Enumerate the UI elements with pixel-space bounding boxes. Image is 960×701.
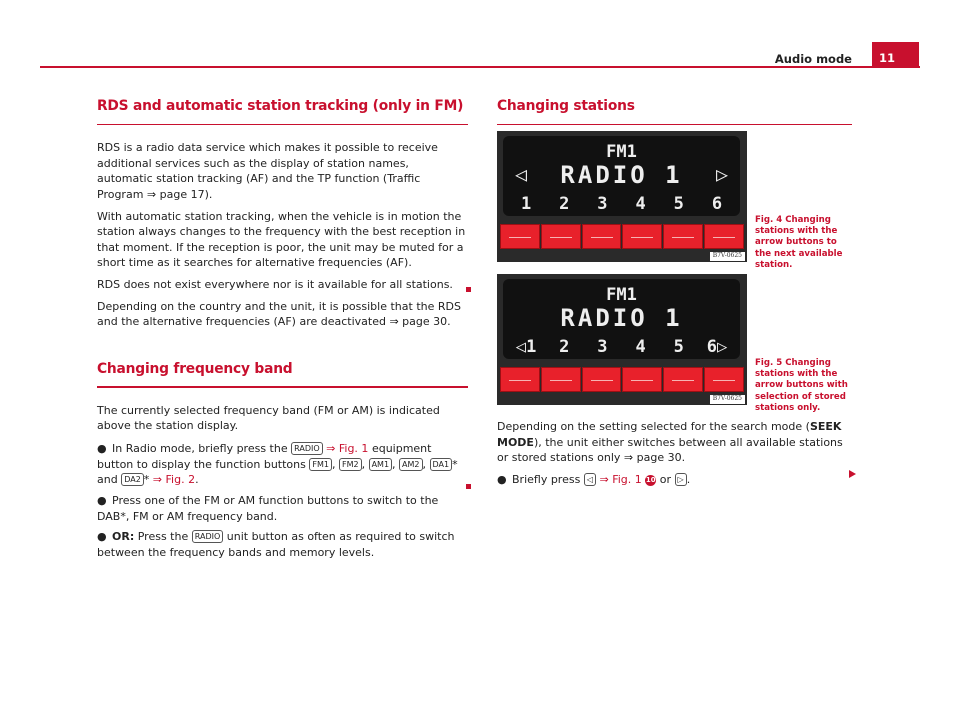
page-number: 11 xyxy=(872,42,919,68)
paragraph: RDS does not exist everywhere nor is it available for all stations. xyxy=(97,277,453,291)
preset-number: 2 xyxy=(559,337,570,357)
preset-number: 5 xyxy=(673,194,684,214)
preset-button[interactable] xyxy=(663,367,703,392)
preset-row xyxy=(507,335,736,359)
radio-key: RADIO xyxy=(291,442,323,455)
bullet-icon: ● xyxy=(97,530,107,544)
preset-button[interactable] xyxy=(582,367,622,392)
section-heading-changing-stations: Changing stations xyxy=(497,98,635,114)
preset-button-row xyxy=(500,224,744,249)
paragraph: RDS is a radio data service which makes it possible to receive additional services such as the display of station names, automatic station tracking (AF) and the TP function (Traffic Program ⇒ page 17). xyxy=(97,141,438,201)
section-end-marker xyxy=(466,287,471,292)
running-header: Audio mode xyxy=(774,52,852,66)
preset-number: 4 xyxy=(635,337,646,357)
figure-code: B7V-0625 xyxy=(710,395,745,404)
preset-button[interactable] xyxy=(704,224,744,249)
seek-left-key: ◁ xyxy=(584,473,596,486)
preset-number: 6 xyxy=(711,194,723,214)
figure-link[interactable]: ⇒ Fig. 2 xyxy=(152,473,196,487)
seek-left-icon: ◁ xyxy=(515,162,528,186)
heading-rule xyxy=(97,124,468,126)
paragraph: With automatic station tracking, when the vehicle is in motion the station always changes to the frequency with the best reception in that moment. If the reception is poor, the unit may be muted for a short time as it searches for alternative frequencies (AF). xyxy=(97,209,466,270)
seek-right-key: ▷ xyxy=(675,473,687,486)
paragraph: The currently selected frequency band (FM or AM) is indicated above the station display. xyxy=(97,403,440,433)
bullet-item: ● OR: Press the RADIO unit button as often as required to switch between the frequency bands and memory levels. xyxy=(97,530,455,559)
da2-key: DA2 xyxy=(121,473,144,486)
fm2-key: FM2 xyxy=(339,458,362,471)
header-rule xyxy=(40,66,920,68)
preset-row xyxy=(507,192,736,216)
bullet-item: ● Press one of the FM or AM function buttons to switch to the DAB*, FM or AM frequency band. xyxy=(97,493,439,523)
da1-key: DA1 xyxy=(430,458,453,471)
preset-button[interactable] xyxy=(541,367,581,392)
section-heading-rds: RDS and automatic station tracking (only in FM) xyxy=(97,98,464,114)
bullet-item: ● In Radio mode, briefly press the RADIO ⇒ Fig. 1 equipment button to display the function buttons FM1 , FM2 , AM1 , AM2 , DA1 * and DA2 * ⇒ Fig. 2. xyxy=(97,442,458,487)
radio-display xyxy=(503,279,740,359)
section-end-marker xyxy=(466,484,471,489)
station-name: RADIO 1 xyxy=(560,161,683,189)
preset-number: ◁1 xyxy=(515,337,537,357)
right-column xyxy=(497,97,852,125)
am1-key: AM1 xyxy=(369,458,392,471)
left-column xyxy=(97,97,468,560)
figure-code: B7V-0625 xyxy=(710,252,745,261)
continue-arrow-icon xyxy=(849,470,856,478)
figure-5-radio-panel xyxy=(497,274,747,405)
radio-key: RADIO xyxy=(192,530,224,543)
preset-number: 6▷ xyxy=(706,337,728,357)
bullet-item: ● Briefly press ◁ ⇒ Fig. 1 10 or ▷ . xyxy=(497,472,691,486)
radio-display xyxy=(503,136,740,216)
figure-link[interactable]: ⇒ Fig. 1 xyxy=(599,472,642,486)
preset-number: 1 xyxy=(520,194,532,214)
heading-rule xyxy=(97,386,468,388)
station-name: RADIO 1 xyxy=(560,304,683,332)
preset-number: 5 xyxy=(673,337,684,357)
preset-button[interactable] xyxy=(500,367,540,392)
figure-4-caption: Fig. 4 Changing stations with the arrow buttons to the next available station. xyxy=(755,215,843,270)
paragraph: Depending on the country and the unit, it is possible that the RDS and the alternative frequencies (AF) are deactivated ⇒ page 30. xyxy=(97,299,461,329)
preset-button[interactable] xyxy=(663,224,703,249)
right-text xyxy=(497,419,852,487)
preset-button-row xyxy=(500,367,744,392)
figure-4-radio-panel xyxy=(497,131,747,262)
section-heading-frequency: Changing frequency band xyxy=(97,360,293,377)
preset-button[interactable] xyxy=(622,224,662,249)
preset-number: 3 xyxy=(597,194,608,214)
figure-link[interactable]: ⇒ Fig. 1 xyxy=(326,442,369,456)
fm1-key: FM1 xyxy=(309,458,332,471)
preset-button[interactable] xyxy=(500,224,540,249)
preset-number: 4 xyxy=(635,194,646,214)
seek-right-icon: ▷ xyxy=(715,162,728,186)
bullet-icon: ● xyxy=(97,493,107,507)
preset-button[interactable] xyxy=(622,367,662,392)
heading-rule xyxy=(497,124,852,126)
band-label: FM1 xyxy=(606,142,637,162)
callout-number: 10 xyxy=(645,475,656,484)
preset-button[interactable] xyxy=(541,224,581,249)
preset-number: 3 xyxy=(597,337,608,357)
preset-button[interactable] xyxy=(704,367,744,392)
bullet-icon: ● xyxy=(497,472,507,486)
band-label: FM1 xyxy=(606,285,637,305)
figure-5-caption: Fig. 5 Changing stations with the arrow buttons with selection of stored stations only. xyxy=(755,358,848,413)
paragraph: Depending on the setting selected for the search mode (SEEK MODE), the unit either switches between all available stations or stored stations only ⇒ page 30. xyxy=(497,420,843,465)
preset-button[interactable] xyxy=(582,224,622,249)
am2-key: AM2 xyxy=(399,458,422,471)
preset-number: 2 xyxy=(559,194,570,214)
bullet-icon: ● xyxy=(97,442,107,456)
